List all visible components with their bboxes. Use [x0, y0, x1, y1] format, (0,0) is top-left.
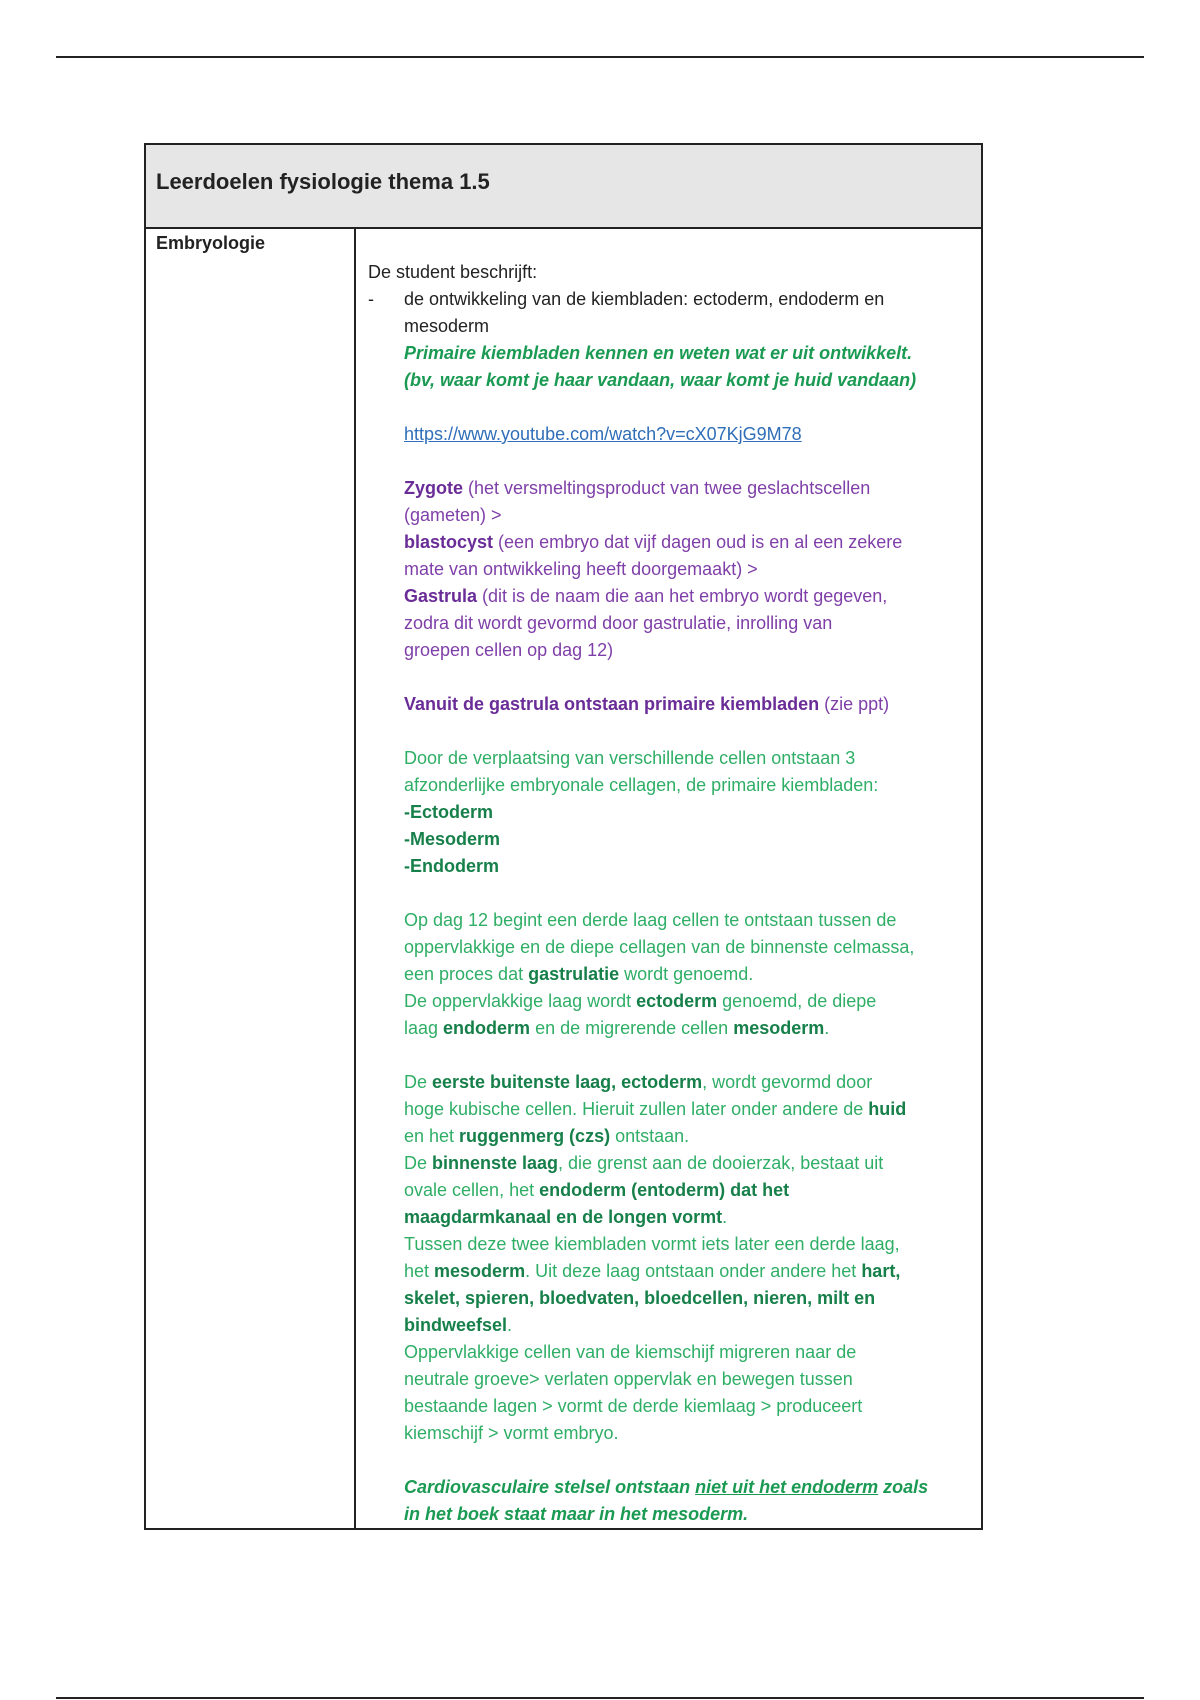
detail-line-4: De binnenste laag, die grenst aan de dooierzak, bestaat uit — [404, 1153, 884, 1173]
stage-zygote: Zygote (het versmeltingsproduct van twee geslachtscellen — [404, 478, 871, 498]
germ-layer-endoderm: -Endoderm — [404, 856, 500, 876]
day12-line-2: oppervlakkige en de diepe cellagen van de binnenste celmassa, — [404, 937, 915, 957]
displacement-line-1: Door de verplaatsing van verschillende cellen ontstaan 3 — [404, 748, 856, 768]
stage-blastocyst-cont: mate van ontwikkeling heeft doorgemaakt) > — [404, 559, 758, 579]
stage-blastocyst: blastocyst (een embryo dat vijf dagen oud is en al een zekere — [404, 532, 903, 552]
stage-gastrula: Gastrula (dit is de naam die aan het embryo wordt gegeven, — [404, 586, 888, 606]
detail-line-2: hoge kubische cellen. Hieruit zullen later onder andere de huid — [404, 1099, 907, 1119]
section-label: Embryologie — [156, 233, 266, 253]
top-rule — [56, 56, 1144, 58]
germ-layer-ectoderm: -Ectoderm — [404, 802, 494, 822]
detail-line-12: neutrale groeve> verlaten oppervlak en bewegen tussen — [404, 1369, 853, 1389]
from-gastrula-line: Vanuit de gastrula ontstaan primaire kiembladen (zie ppt) — [404, 694, 890, 714]
day12-line-3: een proces dat gastrulatie wordt genoemd. — [404, 964, 754, 984]
stage-zygote-cont: (gameten) > — [404, 505, 502, 525]
column-divider — [354, 229, 356, 1528]
learning-goals-table — [144, 143, 983, 1530]
day12-line-5: laag endoderm en de migrerende cellen mesoderm. — [404, 1018, 830, 1038]
stage-gastrula-cont-1: zodra dit wordt gevormd door gastrulatie, inrolling van — [404, 613, 833, 633]
bottom-rule — [56, 1697, 1144, 1699]
note-line-1: Primaire kiembladen kennen en weten wat er uit ontwikkelt. — [404, 343, 913, 363]
day12-line-4: De oppervlakkige laag wordt ectoderm genoemd, de diepe — [404, 991, 877, 1011]
detail-line-11: Oppervlakkige cellen van de kiemschijf migreren naar de — [404, 1342, 857, 1362]
cardio-line-1: Cardiovasculaire stelsel ontstaan niet uit het endoderm zoals — [404, 1477, 929, 1497]
video-link[interactable]: https://www.youtube.com/watch?v=cX07KjG9M78 — [404, 424, 802, 444]
intro-text: De student beschrijft: — [368, 262, 538, 282]
displacement-line-2: afzonderlijke embryonale cellagen, de primaire kiembladen: — [404, 775, 879, 795]
detail-line-10: bindweefsel. — [404, 1315, 513, 1335]
detail-line-1: De eerste buitenste laag, ectoderm, wordt gevormd door — [404, 1072, 873, 1092]
detail-line-6: maagdarmkanaal en de longen vormt. — [404, 1207, 728, 1227]
bullet-line-2: mesoderm — [404, 316, 490, 336]
detail-line-7: Tussen deze twee kiembladen vormt iets later een derde laag, — [404, 1234, 900, 1254]
detail-line-14: kiemschijf > vormt embryo. — [404, 1423, 619, 1443]
day12-line-1: Op dag 12 begint een derde laag cellen te ontstaan tussen de — [404, 910, 897, 930]
bullet-item — [368, 286, 968, 340]
detail-line-3: en het ruggenmerg (czs) ontstaan. — [404, 1126, 690, 1146]
bullet-line-1: de ontwikkeling van de kiembladen: ectoderm, endoderm en — [404, 289, 885, 309]
germ-layer-mesoderm: -Mesoderm — [404, 829, 501, 849]
detail-line-9: skelet, spieren, bloedvaten, bloedcellen, nieren, milt en — [404, 1288, 876, 1308]
page-title: Leerdoelen fysiologie thema 1.5 — [156, 169, 490, 194]
stage-gastrula-cont-2: groepen cellen op dag 12) — [404, 640, 614, 660]
content-cell — [368, 259, 968, 1528]
bullet-dash: - — [368, 289, 374, 309]
detail-line-13: bestaande lagen > vormt de derde kiemlaag > produceert — [404, 1396, 863, 1416]
detail-line-5: ovale cellen, het endoderm (entoderm) dat het — [404, 1180, 790, 1200]
detail-line-8: het mesoderm. Uit deze laag ontstaan onder andere het hart, — [404, 1261, 901, 1281]
cardio-line-2: in het boek staat maar in het mesoderm. — [404, 1504, 749, 1524]
table-header-row — [146, 145, 981, 229]
note-line-2: (bv, waar komt je haar vandaan, waar komt je huid vandaan) — [404, 370, 917, 390]
